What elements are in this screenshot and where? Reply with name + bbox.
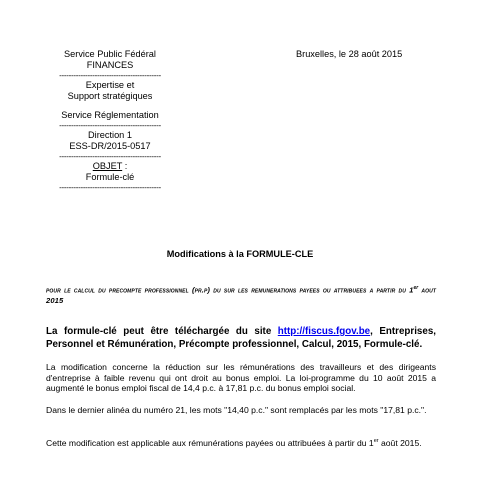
objet-label: OBJET (92, 161, 123, 171)
paragraph-3 (46, 436, 436, 448)
download-suffix: , Entreprises, Personnel et Rémunération, Précompte professionnel, Calcul, 2015, Formule-clé. (46, 326, 436, 350)
paragraph-3-text: Cette modification est applicable aux rémunérations payées ou attribuées à partir du 1 (46, 437, 374, 448)
objet-line (46, 161, 174, 172)
download-prefix: La formule-clé peut être téléchargée du site (46, 326, 278, 337)
org-line-1: Service Public Fédéral (64, 49, 156, 59)
subtitle-text-end: aout 2015 (46, 285, 436, 306)
separator-4: ------------------------------------------- (59, 183, 161, 192)
sender-block (46, 49, 174, 192)
paragraph-3-superscript: er (373, 438, 379, 444)
separator-2: ------------------------------------------- (59, 121, 161, 130)
service-name: Service Réglementation (61, 110, 159, 120)
objet-colon: : (122, 161, 128, 171)
document-subtitle (46, 283, 436, 307)
separator-3: ------------------------------------------- (59, 152, 161, 161)
subtitle-superscript: er (413, 285, 419, 291)
paragraph-1: La modification concerne la réduction sur les rémunérations des travailleurs et des dirigeants d'entreprise à faible revenu qui ont droit au bonus emploi. La loi-programme du 10 août 2015 a augmenté le bonus emploi fiscal de 14,4 p.c. à 17,81 p.c. du bonus emploi social. (46, 362, 436, 393)
dept-line-2: Support stratégiques (67, 91, 153, 101)
subtitle-text: pour le calcul du precompte professionnel (pr.p) du sur les remunerations payees ou attribuees a partir du 1 (46, 285, 414, 295)
separator-1: ------------------------------------------- (59, 71, 161, 80)
fiscus-link[interactable]: http://fiscus.fgov.be (277, 326, 371, 337)
reference-number: ESS-DR/2015-0517 (69, 141, 151, 151)
org-line-2: FINANCES (86, 60, 134, 70)
document-date: Bruxelles, le 28 août 2015 (296, 49, 403, 59)
document-title: Modifications à la FORMULE-CLE (166, 249, 314, 259)
paragraph-3-end: août 2015. (378, 437, 422, 448)
direction: Direction 1 (88, 130, 132, 140)
objet-value: Formule-clé (85, 172, 135, 182)
download-paragraph (46, 326, 436, 351)
paragraph-2: Dans le dernier alinéa du numéro 21, les mots "14,40 p.c." sont remplacés par les mots "17,81 p.c.". (46, 405, 427, 415)
dept-line-1: Expertise et (85, 80, 135, 90)
